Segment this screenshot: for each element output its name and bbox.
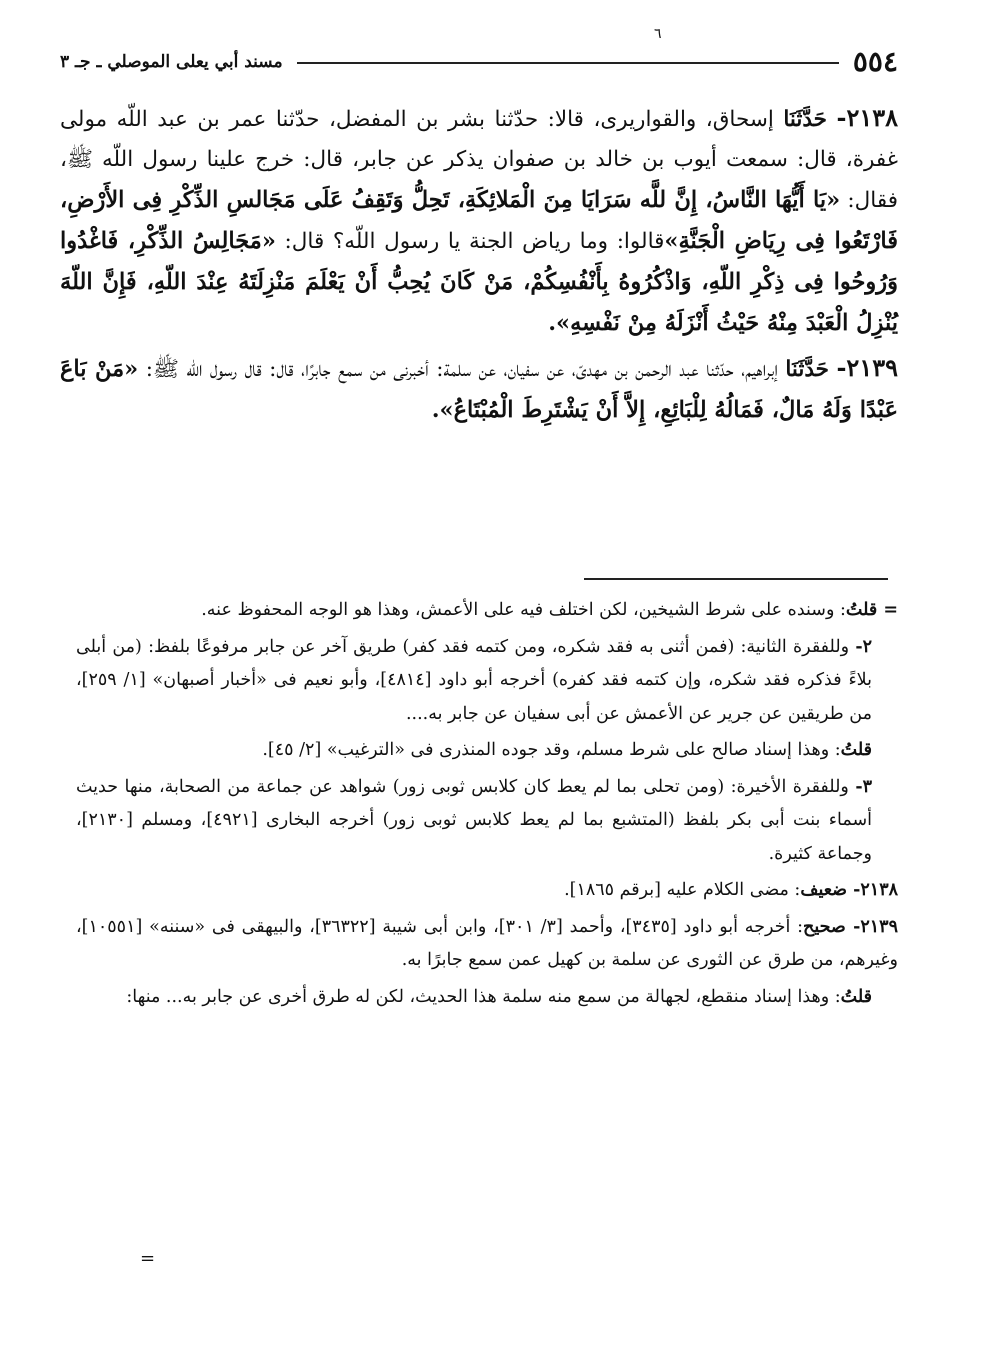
footnote-lead: ٢- [855, 636, 872, 657]
footnote-text: : وهذا إسناد صالح على شرط مسلم، وقد جوده المنذرى فى «الترغيب» [٢/ ٤٥]. [262, 740, 841, 760]
page-number: ٥٥٤ [839, 44, 898, 80]
matn-text: «مَنْ بَاعَ عَبْدًا وَلَهُ مَالٌ، فَمَالُهُ لِلْبَائِعِ، إِلاَّ أَنْ يَشْتَرِطَ الْمُبْتَاعُ». [60, 356, 898, 423]
footnote-lead: ٢١٣٩- صحيح [803, 916, 898, 937]
footnote-text: : وهذا إسناد منقطع، لجهالة من سمع منه سلمة هذا الحديث، لكن له طرق أخرى عن جابر به... منها: [126, 986, 841, 1007]
footnote-1 [76, 594, 898, 628]
footnote-4 [76, 771, 898, 872]
footnote-2 [76, 631, 898, 732]
page-header [60, 44, 898, 80]
footnote-text: : أخرجه أبو داود [٣٤٣٥]، وأحمد [٣/ ٣٠١]، وابن أبى شيبة [٣٦٣٢٢]، والبيهقى فى «سننه» [١٠٥٥١]، وغيرهم، من طرق عن الثورى عن سلمة بن كهيل عمن سمع جابرًا به. [76, 916, 898, 970]
footnote-lead: = قلتُ [845, 600, 898, 620]
matn-text: «يَا أَيُّهَا النَّاسُ، إِنَّ للَّه سَرَايَا مِنَ الْمَلائِكَةِ، تَحِلُّ وَتَقِفُ عَلَى مَجَالسِ الذِّكْرِ فِى الأَرْضِ، فَارْتَعُوا فِى رِيَاضِ الْجَنَّةِ» [60, 187, 899, 254]
hadith-number: ٢١٣٨- [836, 103, 899, 132]
isnad-lead: حَدَّثَنَا [783, 107, 827, 132]
footnote-separator [584, 578, 888, 580]
footnote-3 [76, 734, 898, 768]
footnotes [76, 594, 898, 1017]
isnad-text: إسحاق، والقواريرى، قالا: حدّثنا بشر بن المفضل، حدّثنا عمر بن عبد اللّه مولى غفرة، قال: سمعت أيوب بن خالد بن صفوان يذكر عن جابر، قال: خرج علينا رسول اللّه ﷺ، فقال: [60, 107, 898, 213]
hadith-2139 [60, 348, 898, 431]
footnote-text: وللفقرة الثانية: (فمن أثنى به فقد شكره، ومن كتمه فقد كفر) طريق آخر عن جابر مرفوعًا بلفظ: (من أبلى بلاءً فذكره فقد شكره، وإن كتمه فقد كفره) أخرجه أبو داود [٤٨١٤]، وأبو نعيم فى «أخبار أصبهان» [١/ ٢٥٩]، من طريقين عن جرير عن الأعمش عن أبى سفيان عن جابر به.... [76, 636, 872, 724]
footnote-text: وللفقرة الأخيرة: (ومن تحلى بما لم يعط كان كلابس ثوبى زور) شواهد عن جماعة من الصحابة، منها حديث أسماء بنت أبى بكر بلفظ (المتشبع بما لم يعط كلابس ثوبى زور) أخرجه البخارى [٤٩٢١]، ومسلم [٢١٣٠]، وجماعة كثيرة. [76, 776, 872, 864]
hadith-number: ٢١٣٩- [836, 353, 898, 382]
matn-text-2: «مَجَالِسُ الذِّكْرِ، فَاغْدُوا وَرُوحُوا فِى ذِكْرِ اللّهِ، وَاذْكُرُوهُ بِأَنْفُسِكُمْ، مَنْ كَانَ يُحِبُّ أَنْ يَعْلَمَ مَنْزِلَتَهُ عِنْدَ اللّهِ، فَإِنَّ اللّهَ يُنْزِلُ الْعَبْدَ مِنْهُ حَيْثُ أَنْزَلَهُ مِنْ نَفْسِهِ». [60, 228, 898, 336]
isnad-text: إبراهيم، حدّثنا عبد الرحمن بن مهدىّ، عن سفيان، عن سلمة: أخبرنى من سمع جابرًا، قال: قال رسول اللّه ﷺ: [138, 357, 786, 382]
footnote-text: : وسنده على شرط الشيخين، لكن اختلف فيه على الأعمش، وهذا هو الوجه المحفوظ عنه. [201, 600, 846, 620]
hadith-2138 [60, 98, 898, 344]
top-mark: ٦ [654, 26, 662, 42]
footnote-lead: ٢١٣٨- ضعيف [800, 880, 898, 900]
footnote-lead: قلتُ [840, 986, 872, 1007]
main-text [60, 98, 898, 435]
footnote-5 [76, 874, 898, 908]
footnote-text: : مضى الكلام عليه [برقم ١٨٦٥]. [564, 880, 801, 900]
dialogue-text: قالوا: وما رياض الجنة يا رسول اللّه؟ قال: [275, 229, 665, 254]
footnote-lead: قلتُ [840, 740, 872, 760]
footnote-7 [76, 981, 898, 1015]
continuation-mark: = [140, 1248, 156, 1269]
isnad-lead: حَدَّثَنَا [785, 357, 829, 382]
footnote-6 [76, 911, 898, 978]
footnote-lead: ٣- [855, 776, 872, 797]
running-title: مسند أبي يعلى الموصلي ـ جـ ٣ [60, 48, 297, 76]
